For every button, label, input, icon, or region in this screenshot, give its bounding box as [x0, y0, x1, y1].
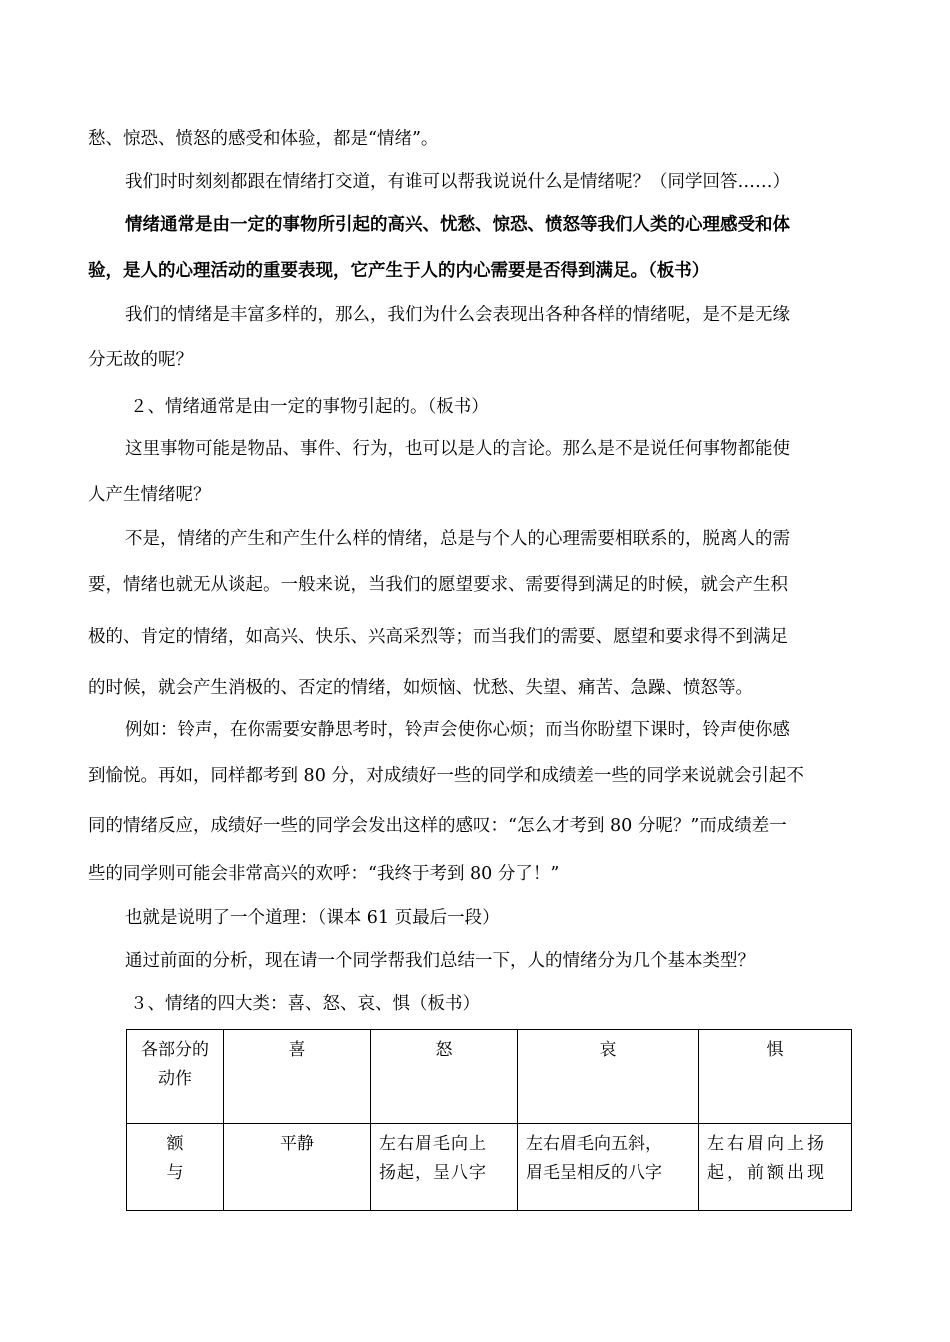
definition-line: 情绪通常是由一定的事物所引起的高兴、忧愁、惊恐、愤怒等我们人类的心理感受和体 [125, 215, 790, 235]
definition-line: 验，是人的心理活动的重要表现，它产生于人的内心需要是否得到满足。（板书） [88, 261, 710, 281]
paragraph-line: 分无故的呢？ [88, 350, 193, 370]
paragraph-line: 我们的情绪是丰富多样的，那么，我们为什么会表现出各种各样的情绪呢，是不是无缘 [125, 305, 790, 325]
paragraph-line: 不是，情绪的产生和产生什么样的情绪，总是与个人的心理需要相联系的，脱离人的需 [125, 529, 790, 549]
table-cell [518, 1124, 699, 1211]
paragraph-line: 的时候，就会产生消极的、否定的情绪，如烦恼、忧愁、失望、痛苦、急躁、愤怒等。 [88, 678, 753, 698]
cell-text: 怒 [435, 1040, 453, 1060]
paragraph-line: 通过前面的分析，现在请一个同学帮我们总结一下，人的情绪分为几个基本类型？ [125, 951, 755, 971]
cell-text: 左右眉向上扬 [707, 1134, 827, 1154]
cell-text: 眉毛呈相反的八字 [526, 1163, 662, 1183]
paragraph-line: 同的情绪反应，成绩好一些的同学会发出这样的感叹：“怎么才考到 80 分呢？”而成绩差一 [88, 816, 787, 836]
table-row [127, 1124, 852, 1211]
paragraph-line: 人产生情绪呢？ [88, 485, 211, 505]
cell-text: 哀 [599, 1040, 617, 1060]
table-cell [224, 1124, 371, 1211]
table-header-cell [518, 1030, 699, 1124]
paragraph-line: 愁、惊恐、愤怒的感受和体验，都是“情绪”。 [88, 129, 439, 149]
paragraph-line: 我们时时刻刻都跟在情绪打交道，有谁可以帮我说说什么是情绪呢？（同学回答……） [125, 172, 790, 192]
cell-text: 喜 [288, 1040, 306, 1060]
table-header-cell [224, 1030, 371, 1124]
paragraph-line: 些的同学则可能会非常高兴的欢呼：“我终于考到 80 分了！” [88, 864, 560, 884]
cell-text: 左右眉毛向上 [379, 1134, 487, 1154]
paragraph-line: 这里事物可能是物品、事件、行为，也可以是人的言论。那么是不是说任何事物都能使 [125, 439, 790, 459]
table-cell [127, 1124, 224, 1211]
table-cell [699, 1124, 852, 1211]
paragraph-line: 要，情绪也就无从谈起。一般来说，当我们的愿望要求、需要得到满足的时候，就会产生积 [88, 575, 788, 595]
paragraph-line: 到愉悦。再如，同样都考到 80 分，对成绩好一些的同学和成绩差一些的同学来说就会引起不 [88, 766, 804, 786]
cell-text: 左右眉毛向五斜， [526, 1134, 662, 1154]
emotion-table [126, 1029, 852, 1211]
cell-text: 扬起，呈八字 [379, 1163, 487, 1183]
paragraph-line: 也就是说明了一个道理：（课本 61 页最后一段） [125, 908, 500, 928]
cell-text: 额 [166, 1134, 184, 1154]
cell-text: 起，前额出现 [707, 1163, 827, 1183]
table-header-cell [699, 1030, 852, 1124]
paragraph-line: 极的、肯定的情绪，如高兴、快乐、兴高采烈等；而当我们的需要、愿望和要求得不到满足 [88, 627, 788, 647]
table-header-cell [371, 1030, 518, 1124]
cell-text: 惧 [766, 1040, 784, 1060]
cell-text: 各部分的 [141, 1040, 209, 1060]
table-header-cell [127, 1030, 224, 1124]
cell-text: 动作 [158, 1069, 192, 1089]
paragraph-line: 例如：铃声，在你需要安静思考时，铃声会使你心烦；而当你盼望下课时，铃声使你感 [125, 720, 790, 740]
table-header-row [127, 1030, 852, 1124]
cell-text: 与 [166, 1163, 184, 1183]
section-heading: ３、情绪的四大类：喜、怒、哀、惧（板书） [130, 994, 480, 1014]
table-cell [371, 1124, 518, 1211]
cell-text: 平静 [280, 1134, 314, 1154]
section-heading: ２、情绪通常是由一定的事物引起的。（板书） [130, 397, 489, 417]
